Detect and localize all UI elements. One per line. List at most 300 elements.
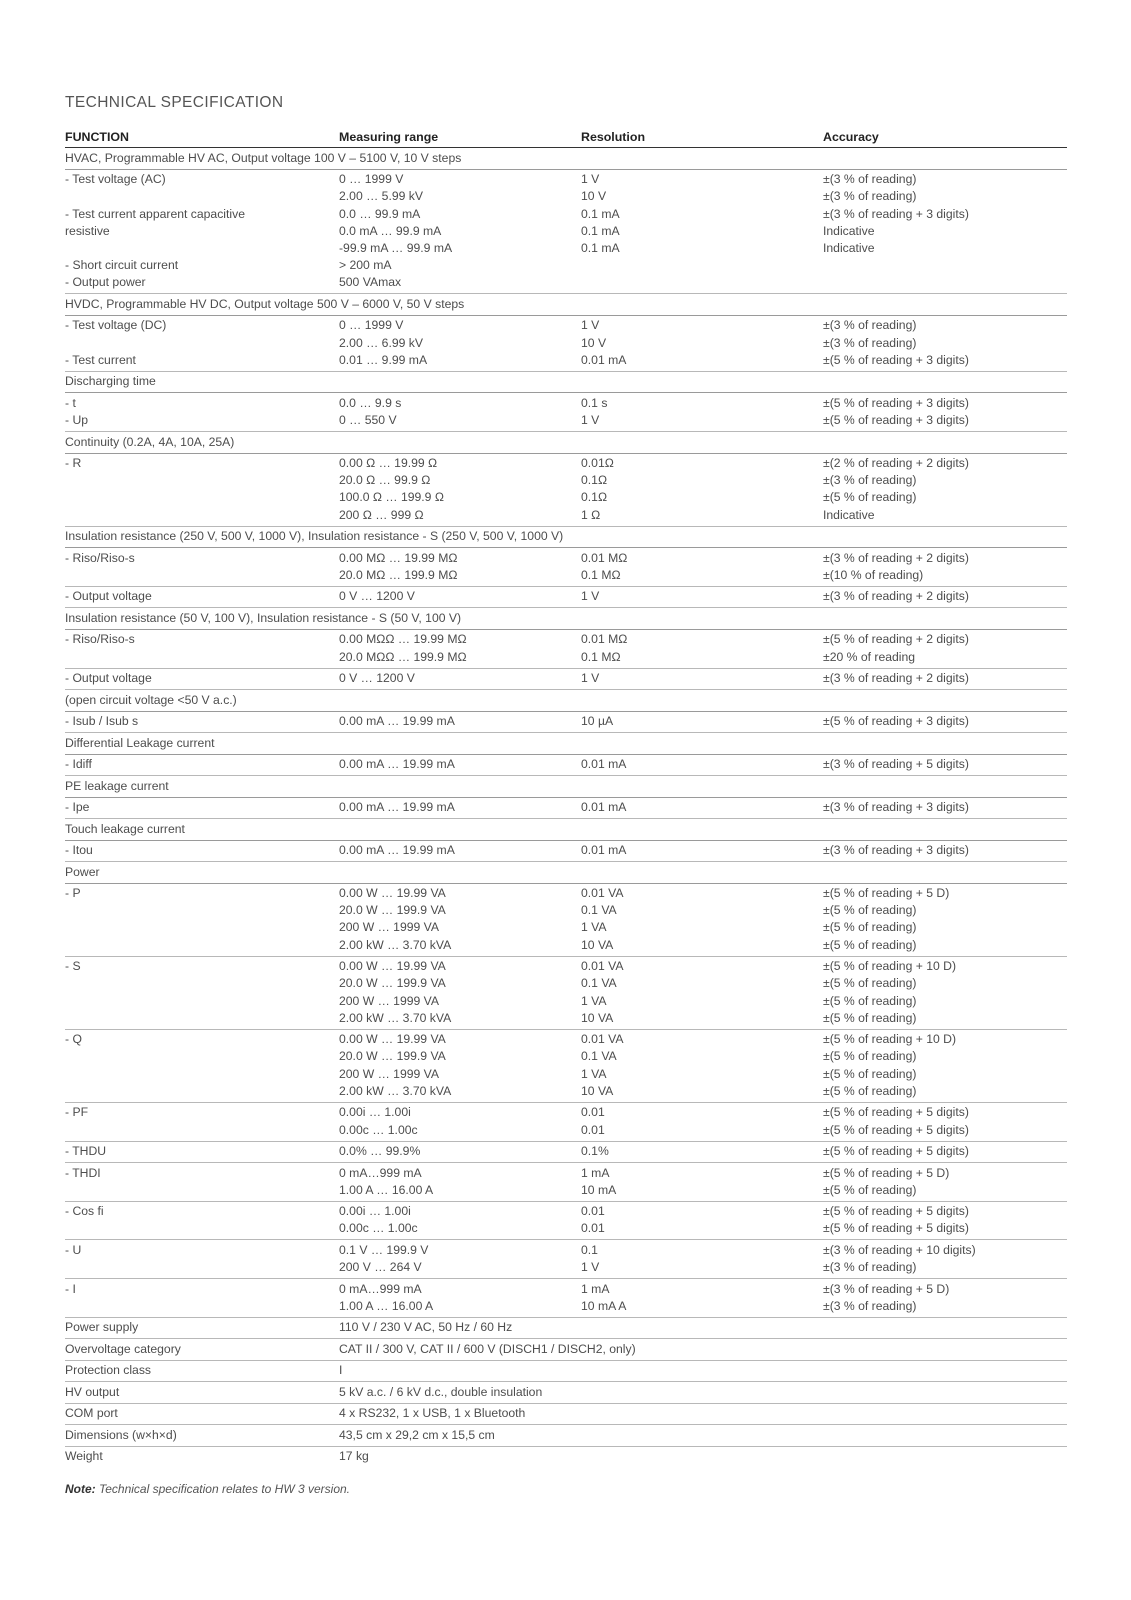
cell-line: resistive [65,223,110,238]
cell-line: - S [65,959,81,974]
cell-line: 0.0 … 9.9 s [339,395,402,410]
header-function: FUNCTION [65,126,339,148]
section-header-row [65,862,1067,884]
cell-line: ±(5 % of reading + 3 digits) [823,352,969,367]
cell-line: 0.01 [581,1105,605,1120]
cell-line: ±(5 % of reading + 10 D) [823,959,957,974]
cell-line: 0.1 V … 199.9 V [339,1242,429,1257]
cell-line: 0.01 [581,1122,605,1137]
cell-line: - Output voltage [65,671,152,686]
cell-line: - Test voltage (DC) [65,318,167,333]
cell-line [65,1220,339,1237]
section-header-row [65,819,1067,841]
measuring-range-cell [339,453,581,526]
cell-line: 0.01 mA [581,843,627,858]
cell-line: 200 W … 1999 VA [339,920,440,935]
cell-line: 0 … 1999 V [339,318,404,333]
cell-line: ±(5 % of reading + 5 digits) [823,1144,969,1159]
cell-line: 0.1Ω [581,490,608,505]
accuracy-cell [823,629,1067,668]
spec-value: 17 kg [339,1449,369,1464]
measuring-range-cell [339,393,581,432]
cell-line: - Riso/Riso-s [65,632,135,647]
header-resolution: Resolution [581,126,823,148]
general-spec-row [65,1403,1067,1425]
header-measuring-range: Measuring range [339,126,581,148]
table-row [65,586,1067,608]
function-cell [65,315,339,371]
accuracy-cell [823,1029,1067,1102]
cell-line: ±(3 % of reading + 5 digits) [823,757,969,772]
measuring-range-cell [339,1141,581,1163]
cell-line: 1 VA [581,993,607,1008]
cell-line: ±(5 % of reading + 5 digits) [823,1221,969,1236]
measuring-range-cell [339,711,581,733]
cell-line: 0.00 MΩ … 19.99 MΩ [339,550,458,565]
table-row [65,169,1067,294]
cell-line: 1 V [581,589,600,604]
cell-line: 0.0% … 99.9% [339,1144,421,1159]
cell-line: 2.00 … 5.99 kV [339,189,424,204]
cell-line: ±(3 % of reading + 3 digits) [823,800,969,815]
measuring-range-cell [339,754,581,776]
cell-line: 0.1 VA [581,903,617,918]
resolution-cell [581,1029,823,1102]
resolution-cell [581,1279,823,1318]
cell-line: ±(3 % of reading) [823,172,917,187]
cell-line: 10 VA [581,1010,614,1025]
measuring-range-cell [339,1240,581,1279]
section-header-row [65,776,1067,798]
table-row [65,1240,1067,1279]
measuring-range-cell [339,1201,581,1240]
cell-line: ±(5 % of reading) [823,937,917,952]
cell-line: - Q [65,1032,82,1047]
cell-line: ±(5 % of reading + 10 D) [823,1032,957,1047]
resolution-cell [581,453,823,526]
cell-line: ±(5 % of reading + 3 digits) [823,413,969,428]
table-row [65,668,1067,690]
accuracy-cell [823,840,1067,862]
function-cell [65,1240,339,1279]
table-row [65,711,1067,733]
cell-line: ±(5 % of reading) [823,903,917,918]
cell-line: ±(3 % of reading + 5 D) [823,1281,950,1296]
accuracy-cell [823,754,1067,776]
cell-line: 2.00 kW … 3.70 kVA [339,1083,452,1098]
cell-line: 1 VA [581,1066,607,1081]
table-row [65,1279,1067,1318]
cell-line: 0.1 VA [581,1049,617,1064]
cell-line: 0.01 VA [581,886,624,901]
general-spec-row [65,1382,1067,1404]
cell-line [823,274,1067,291]
cell-line: 0.01 MΩ [581,550,628,565]
accuracy-cell [823,1141,1067,1163]
cell-line: ±(5 % of reading) [823,1066,917,1081]
cell-line: - Cos fi [65,1204,104,1219]
cell-line: 20.0 W … 199.9 VA [339,903,446,918]
accuracy-cell [823,453,1067,526]
spec-value: CAT II / 300 V, CAT II / 600 V (DISCH1 / DISCH2, only) [339,1339,1067,1361]
resolution-cell [581,629,823,668]
cell-line [65,188,339,205]
spec-value: I [339,1360,1067,1382]
accuracy-cell [823,1279,1067,1318]
cell-line: ±(3 % of reading + 2 digits) [823,589,969,604]
measuring-range-cell [339,797,581,819]
cell-line: ±(5 % of reading + 5 digits) [823,1122,969,1137]
cell-line: ±(5 % of reading + 5 D) [823,1165,950,1180]
cell-line [823,257,1067,274]
cell-line [65,1083,339,1100]
cell-line: 0.1 mA [581,206,620,221]
resolution-cell [581,1102,823,1141]
cell-line [65,507,339,524]
function-cell [65,169,339,294]
accuracy-cell [823,1163,1067,1202]
cell-line [65,335,339,352]
cell-line: 0.0 mA … 99.9 mA [339,223,442,238]
cell-line: ±(5 % of reading) [823,490,917,505]
spec-table-body [65,148,1067,1468]
spec-table-header [65,126,1067,148]
cell-line: ±(5 % of reading) [823,1010,917,1025]
cell-line [65,1122,339,1139]
table-row [65,1102,1067,1141]
cell-line: 500 VAmax [339,275,402,290]
cell-line: 10 mA [581,1182,617,1197]
cell-line: ±(10 % of reading) [823,567,924,582]
resolution-cell [581,548,823,587]
note-text: Technical specification relates to HW 3 version. [95,1482,351,1496]
section-title: HVAC, Programmable HV AC, Output voltage 100 V – 5100 V, 10 V steps [65,148,1067,170]
cell-line: 20.0 W … 199.9 VA [339,976,446,991]
section-header-row [65,608,1067,630]
cell-line: ±(5 % of reading) [823,920,917,935]
measuring-range-cell [339,1279,581,1318]
page-title: TECHNICAL SPECIFICATION [65,94,284,111]
table-row [65,754,1067,776]
cell-line: ±(3 % of reading + 10 digits) [823,1242,976,1257]
cell-line [65,567,339,584]
accuracy-cell [823,711,1067,733]
cell-line: - Ipe [65,800,90,815]
accuracy-cell [823,169,1067,294]
cell-line: 1 V [581,671,600,686]
spec-label: Weight [65,1449,103,1464]
function-cell [65,668,339,690]
table-row [65,956,1067,1029]
table-row [65,629,1067,668]
accuracy-cell [823,668,1067,690]
cell-line [65,472,339,489]
cell-line: - Test current apparent capacitive [65,206,245,221]
cell-line: 0.00 mA … 19.99 mA [339,843,455,858]
cell-line: 0.01 mA [581,352,627,367]
cell-line: 1.00 A … 16.00 A [339,1182,434,1197]
cell-line: ±(3 % of reading + 3 digits) [823,843,969,858]
cell-line: ±(2 % of reading + 2 digits) [823,456,969,471]
cell-line: Indicative [823,223,875,238]
section-title: Power [65,862,1067,884]
function-cell [65,754,339,776]
section-title: HVDC, Programmable HV DC, Output voltage 500 V – 6000 V, 50 V steps [65,294,1067,316]
cell-line: - THDU [65,1144,107,1159]
resolution-cell [581,754,823,776]
cell-line: 0.0 … 99.9 mA [339,206,421,221]
cell-line: ±(5 % of reading + 5 digits) [823,1105,969,1120]
table-row [65,548,1067,587]
accuracy-cell [823,1102,1067,1141]
function-cell [65,840,339,862]
cell-line: 0.00 mA … 19.99 mA [339,714,455,729]
function-cell [65,956,339,1029]
measuring-range-cell [339,883,581,956]
cell-line: 0 mA…999 mA [339,1165,422,1180]
cell-line: 1.00 A … 16.00 A [339,1298,434,1313]
measuring-range-cell [339,1029,581,1102]
footnote [65,1482,350,1496]
accuracy-cell [823,797,1067,819]
cell-line: 0 V … 1200 V [339,671,415,686]
cell-line: 20.0 MΩΩ … 199.9 MΩ [339,649,467,664]
table-row [65,797,1067,819]
cell-line [65,993,339,1010]
cell-line [581,274,823,291]
measuring-range-cell [339,548,581,587]
cell-line: 20.0 Ω … 99.9 Ω [339,473,431,488]
cell-line [65,1048,339,1065]
accuracy-cell [823,393,1067,432]
cell-line [65,937,339,954]
cell-line: 0.00c … 1.00c [339,1122,418,1137]
resolution-cell [581,393,823,432]
cell-line: ±(5 % of reading) [823,1049,917,1064]
cell-line: ±(5 % of reading + 3 digits) [823,395,969,410]
cell-line: - Output voltage [65,589,152,604]
cell-line: 200 W … 1999 VA [339,1066,440,1081]
cell-line: 0.01 … 9.99 mA [339,352,428,367]
cell-line [65,1259,339,1276]
function-cell [65,1201,339,1240]
cell-line: 0.1 MΩ [581,649,621,664]
cell-line [65,1010,339,1027]
cell-line: 200 V … 264 V [339,1260,422,1275]
cell-line [65,489,339,506]
section-title: Insulation resistance (50 V, 100 V), Insulation resistance - S (50 V, 100 V) [65,608,1067,630]
cell-line: 0.1 mA [581,223,620,238]
cell-line: ±(5 % of reading + 5 digits) [823,1204,969,1219]
measuring-range-cell [339,1163,581,1202]
cell-line: 0.01 VA [581,1032,624,1047]
cell-line: 1 V [581,1260,600,1275]
cell-line [65,919,339,936]
resolution-cell [581,797,823,819]
section-title: Insulation resistance (250 V, 500 V, 1000 V), Insulation resistance - S (250 V, 500 V, 1000 V) [65,526,1067,548]
cell-line: 0 … 550 V [339,413,397,428]
cell-line: 1 V [581,413,600,428]
cell-line: ±(5 % of reading + 5 D) [823,886,950,901]
measuring-range-cell [339,629,581,668]
cell-line: 0.1 s [581,395,608,410]
measuring-range-cell [339,315,581,371]
cell-line [65,649,339,666]
resolution-cell [581,586,823,608]
cell-line: 0.01 MΩ [581,632,628,647]
resolution-cell [581,668,823,690]
cell-line: 0.01Ω [581,456,614,471]
section-header-row [65,432,1067,454]
cell-line: - R [65,456,82,471]
cell-line: 20.0 MΩ … 199.9 MΩ [339,567,458,582]
table-row [65,1163,1067,1202]
spec-value: 43,5 cm x 29,2 cm x 15,5 cm [339,1425,1067,1447]
function-cell [65,548,339,587]
cell-line: - I [65,1281,76,1296]
cell-line: ±20 % of reading [823,649,916,664]
section-title: Touch leakage current [65,819,1067,841]
cell-line: - Output power [65,275,146,290]
general-spec-row [65,1446,1067,1467]
cell-line: 0.00 W … 19.99 VA [339,1032,446,1047]
cell-line: 0 V … 1200 V [339,589,415,604]
general-spec-row [65,1339,1067,1361]
cell-line: ±(5 % of reading) [823,1182,917,1197]
cell-line: 10 VA [581,937,614,952]
accuracy-cell [823,1201,1067,1240]
cell-line: ±(3 % of reading) [823,1260,917,1275]
cell-line: ±(3 % of reading + 3 digits) [823,206,969,221]
measuring-range-cell [339,840,581,862]
cell-line: 200 Ω … 999 Ω [339,507,424,522]
function-cell [65,711,339,733]
cell-line: - Test voltage (AC) [65,172,166,187]
spec-label: Protection class [65,1360,339,1382]
cell-line: ±(3 % of reading + 2 digits) [823,671,969,686]
cell-line: 0.1% [581,1144,609,1159]
resolution-cell [581,169,823,294]
section-header-row [65,294,1067,316]
cell-line [65,1182,339,1199]
cell-line: 10 V [581,335,607,350]
cell-line: 0.01 mA [581,757,627,772]
cell-line: 0.1 MΩ [581,567,621,582]
resolution-cell [581,1141,823,1163]
resolution-cell [581,956,823,1029]
general-spec-row [65,1360,1067,1382]
accuracy-cell [823,883,1067,956]
cell-line: ±(3 % of reading) [823,1298,917,1313]
cell-line: - Isub / Isub s [65,714,139,729]
cell-line [65,1066,339,1083]
general-spec-row [65,1317,1067,1339]
cell-line: 0.01 VA [581,959,624,974]
table-row [65,315,1067,371]
header-accuracy: Accuracy [823,126,1067,148]
cell-line: 1 V [581,318,600,333]
spec-label: Overvoltage category [65,1339,339,1361]
section-title: Continuity (0.2A, 4A, 10A, 25A) [65,432,1067,454]
measuring-range-cell [339,956,581,1029]
accuracy-cell [823,548,1067,587]
resolution-cell [581,711,823,733]
cell-line: - Itou [65,843,93,858]
cell-line: - Riso/Riso-s [65,550,135,565]
cell-line: ±(5 % of reading) [823,1083,917,1098]
cell-line: 1 V [581,172,600,187]
resolution-cell [581,840,823,862]
cell-line: 10 µA [581,714,614,729]
cell-line: 0.00i … 1.00i [339,1204,411,1219]
cell-line: 0.01 [581,1204,605,1219]
cell-line: ±(3 % of reading) [823,335,917,350]
section-header-row [65,526,1067,548]
cell-line [581,257,823,274]
cell-line: 200 W … 1999 VA [339,993,440,1008]
accuracy-cell [823,586,1067,608]
function-cell [65,1163,339,1202]
table-row [65,453,1067,526]
cell-line: 0.00 mA … 19.99 mA [339,757,455,772]
resolution-cell [581,1163,823,1202]
section-header-row [65,690,1067,712]
measuring-range-cell [339,1102,581,1141]
cell-line [65,240,339,257]
section-title: Differential Leakage current [65,733,1067,755]
cell-line: ±(3 % of reading) [823,189,917,204]
spec-value: 4 x RS232, 1 x USB, 1 x Bluetooth [339,1403,1067,1425]
cell-line: ±(5 % of reading + 2 digits) [823,632,969,647]
section-header-row [65,733,1067,755]
cell-line: 0 mA…999 mA [339,1281,422,1296]
cell-line: Indicative [823,507,875,522]
cell-line: 0.1 VA [581,976,617,991]
cell-line: 0.1Ω [581,473,608,488]
cell-line: 1 mA [581,1165,610,1180]
cell-line: - THDI [65,1165,101,1180]
cell-line: 2.00 kW … 3.70 kVA [339,1010,452,1025]
table-row [65,883,1067,956]
cell-line: 0.01 mA [581,800,627,815]
resolution-cell [581,315,823,371]
cell-line: 100.0 Ω … 199.9 Ω [339,490,444,505]
spec-table [65,126,1067,1467]
cell-line: 0.01 [581,1221,605,1236]
spec-label: Power supply [65,1317,339,1339]
cell-line: 0.1 mA [581,241,620,256]
cell-line: ±(3 % of reading) [823,318,917,333]
section-header-row [65,148,1067,170]
cell-line: - Test current [65,352,136,367]
table-row [65,1141,1067,1163]
resolution-cell [581,1201,823,1240]
cell-line: 2.00 kW … 3.70 kVA [339,937,452,952]
function-cell [65,1029,339,1102]
section-title: Discharging time [65,371,1067,393]
cell-line: 0 … 1999 V [339,172,404,187]
cell-line: 10 mA A [581,1298,627,1313]
cell-line: - t [65,395,76,410]
measuring-range-cell [339,169,581,294]
measuring-range-cell [339,668,581,690]
function-cell [65,1141,339,1163]
function-cell [65,797,339,819]
section-title: (open circuit voltage <50 V a.c.) [65,690,1067,712]
cell-line: 1 mA [581,1281,610,1296]
cell-line: 0.00 W … 19.99 VA [339,959,446,974]
function-cell [65,629,339,668]
